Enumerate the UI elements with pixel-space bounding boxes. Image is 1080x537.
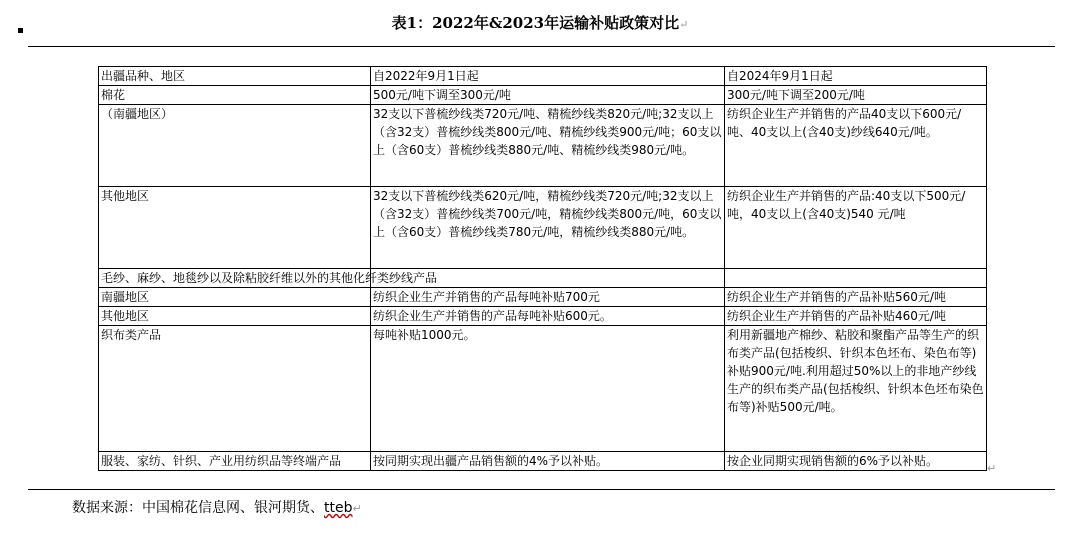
cell-2022: 纺织企业生产并销售的产品每吨补贴600元。 — [371, 307, 725, 326]
row-label: 其他地区 — [99, 187, 371, 269]
cell-2022: 每吨补贴1000元。 — [371, 326, 725, 452]
cell-2024: 300元/吨下调至200元/吨 — [725, 86, 987, 105]
cell-2022: 32支以下普梳纱线类720元/吨、精梳纱线类820元/吨;32支以上（含32支）普梳纱线类800元/吨、精梳纱线类900元/吨；60支以上（含60支）普梳纱线类880元/吨、精梳纱线类980元/吨。 — [371, 105, 725, 187]
data-source-note — [72, 497, 362, 517]
cell-2024: 纺织企业生产并销售的产品:40支以下500元/吨，40支以上(含40支)540 元/吨 — [725, 187, 987, 269]
row-label: 织布类产品 — [99, 326, 371, 452]
end-of-row-mark-icon: ↵ — [987, 462, 997, 475]
row-label: 棉花 — [99, 86, 371, 105]
cell-2024: 按企业同期实现销售额的6%予以补贴。 — [725, 452, 987, 471]
subsidy-comparison-table — [98, 66, 987, 471]
row-label-spanning: 毛纱、麻纱、地毯纱以及除粘胶纤维以外的其他化纤类纱线产品 — [99, 269, 371, 288]
table-header-row — [99, 67, 987, 86]
top-rule — [28, 46, 1055, 47]
table-title — [0, 12, 1080, 33]
table-row — [99, 86, 987, 105]
title-text: 表1：2022年&2023年运输补贴政策对比 — [391, 14, 680, 32]
cell-2024: 纺织企业生产并销售的产品补贴560元/吨 — [725, 288, 987, 307]
table-row — [99, 452, 987, 471]
source-text: 数据来源：中国棉花信息网、银河期货、 — [72, 500, 324, 516]
table-row — [99, 187, 987, 269]
cell-2024: 纺织企业生产并销售的产品40支以下600元/吨、40支以上(含40支)纱线640元/吨。 — [725, 105, 987, 187]
table-row — [99, 288, 987, 307]
cell-2024: 纺织企业生产并销售的产品补贴460元/吨 — [725, 307, 987, 326]
cell-2022: 纺织企业生产并销售的产品每吨补贴700元 — [371, 288, 725, 307]
header-cell-2024: 自2024年9月1日起 — [725, 67, 987, 86]
table-row — [99, 307, 987, 326]
cell-2022: 按同期实现出疆产品销售额的4%予以补贴。 — [371, 452, 725, 471]
cell-2024: 利用新疆地产棉纱、粘胶和聚酯产品等生产的织布类产品(包括梭织、针织本色坯布、染色布等)补贴900元/吨.利用超过50%以上的非地产纱线生产的织布类产品(包括梭织、针织本色坯布染色布等)补贴500元/吨。 — [725, 326, 987, 452]
cell-2022: 32支以下普梳纱线类620元/吨，精梳纱线类720元/吨;32支以上（含32支）普梳纱线类700元/吨，精梳纱线类800元/吨，60支以上（含60支）普梳纱线类780元/吨，精梳纱线类880元/吨。 — [371, 187, 725, 269]
paragraph-mark-icon: ↵ — [679, 18, 689, 31]
table-row — [99, 269, 987, 288]
table-row — [99, 105, 987, 187]
spellcheck-flagged-word[interactable]: tteb — [324, 500, 353, 516]
row-label: 其他地区 — [99, 307, 371, 326]
row-label: 南疆地区 — [99, 288, 371, 307]
table-row — [99, 326, 987, 452]
row-label: （南疆地区） — [99, 105, 371, 187]
bottom-rule — [28, 489, 1055, 490]
row-label: 服装、家纺、针织、产业用纺织品等终端产品 — [99, 452, 371, 471]
cell-2024 — [725, 269, 987, 288]
header-cell-2022: 自2022年9月1日起 — [371, 67, 725, 86]
header-cell-category: 出疆品种、地区 — [99, 67, 371, 86]
cell-2022: 500元/吨下调至300元/吨 — [371, 86, 725, 105]
paragraph-mark-icon: ↵ — [352, 502, 362, 515]
